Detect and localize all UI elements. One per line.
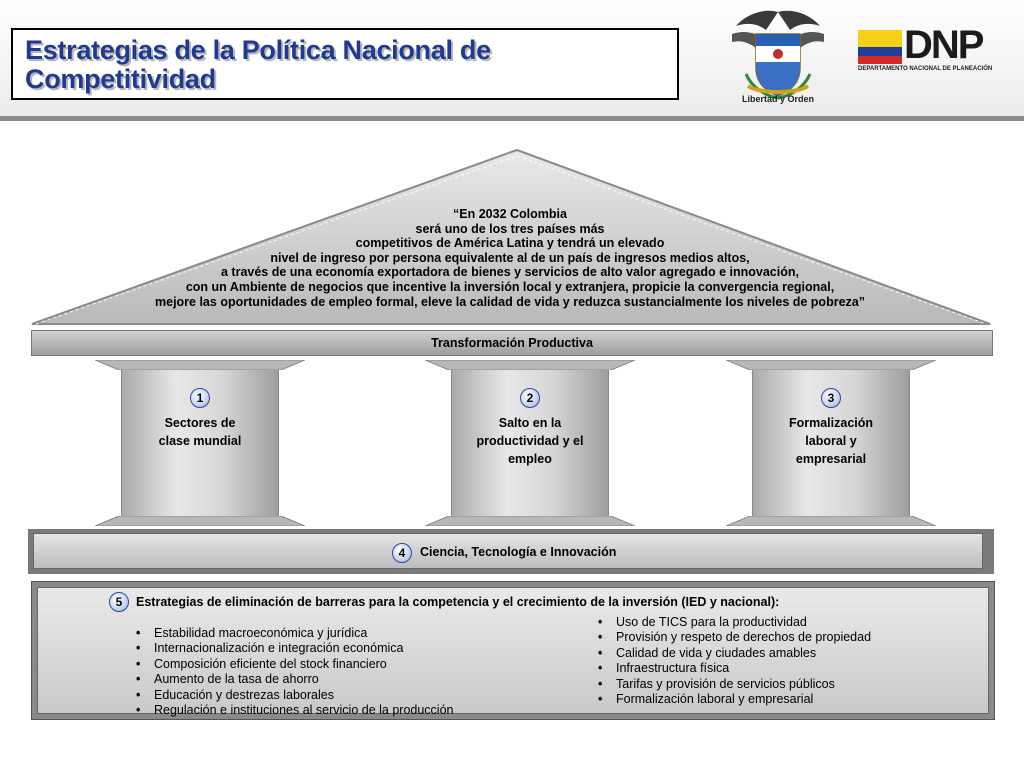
list-item xyxy=(598,692,871,707)
list-item xyxy=(598,615,871,630)
list-item-text: Regulación e instituciones al servicio de la producción xyxy=(154,703,454,718)
pillar-label-line: productividad y el xyxy=(476,434,584,448)
list-item-text: Educación y destrezas laborales xyxy=(154,687,334,702)
pillar-label-line: Formalización xyxy=(788,416,874,430)
bullet-icon: • xyxy=(598,630,603,645)
list-item xyxy=(136,672,453,687)
pillar-capital xyxy=(425,360,635,370)
bullet-icon: • xyxy=(598,692,603,707)
pillar-base xyxy=(726,516,936,526)
estrategias-right-list xyxy=(598,615,871,707)
vision-line: competitivos de América Latina y tendrá un elevado xyxy=(355,236,665,251)
colombia-flag-icon xyxy=(858,30,902,64)
list-item xyxy=(136,657,453,672)
bullet-icon: • xyxy=(598,615,603,629)
list-item xyxy=(598,646,871,661)
pillar-capital xyxy=(726,360,936,370)
list-item xyxy=(136,641,453,656)
ciencia-tecnologia-band xyxy=(28,529,994,574)
pillar-number-badge: 3 xyxy=(821,388,841,408)
pillar-base xyxy=(95,516,305,526)
estrategias-number-badge: 5 xyxy=(109,592,129,612)
bullet-icon: • xyxy=(136,641,141,656)
page-title xyxy=(25,36,677,94)
dnp-logo xyxy=(858,23,1008,78)
bullet-icon: • xyxy=(136,672,141,687)
pillar-label-line: Salto en la xyxy=(498,416,562,430)
pillar-2 xyxy=(425,360,635,526)
dnp-logo-subtitle: DEPARTAMENTO NACIONAL DE PLANEACIÓN xyxy=(858,66,993,72)
list-item-text: Uso de TICS para la productividad xyxy=(616,615,807,629)
bullet-icon: • xyxy=(598,676,603,691)
pillar-label-line: clase mundial xyxy=(158,434,242,448)
pillar-1 xyxy=(95,360,305,526)
bullet-icon: • xyxy=(598,661,603,676)
estrategias-left-list xyxy=(136,626,453,718)
vision-line: a través de una economía exportadora de bienes y servicios de alto valor agregado e innovación, xyxy=(221,265,799,280)
pillar-label xyxy=(455,414,605,468)
vision-line: será uno de los tres países más xyxy=(415,221,605,236)
estrategias-panel-inner xyxy=(37,587,989,718)
title-line-1: Estrategias de la Política Nacional de xyxy=(25,35,491,65)
bullet-icon: • xyxy=(136,687,141,702)
pillar-label-line: Sectores de xyxy=(164,416,236,430)
pillar-base xyxy=(425,516,635,526)
list-item-text: Composición eficiente del stock financiero xyxy=(154,656,387,671)
vision-line: mejore las oportunidades de empleo formal, eleve la calidad de vida y reduzca sustancialmente los niveles de pobreza” xyxy=(155,294,865,309)
estrategias-panel xyxy=(31,581,995,720)
list-item-text: Formalización laboral y empresarial xyxy=(616,692,814,707)
list-item-text: Infraestructura física xyxy=(616,661,730,676)
list-item xyxy=(136,626,453,641)
pillar-label-line: empresarial xyxy=(795,452,867,466)
vision-line: con un Ambiente de negocios que incentive la inversión local y extranjera, propicie la convergencia regional, xyxy=(185,279,835,294)
list-item xyxy=(598,661,871,676)
seal-caption: Libertad y Orden xyxy=(741,94,814,104)
vision-statement xyxy=(100,207,920,309)
list-item xyxy=(136,688,453,703)
list-item xyxy=(136,703,453,718)
dnp-logo-word: DNP xyxy=(904,23,983,67)
transformacion-productiva-band: Transformación Productiva xyxy=(31,330,993,356)
pillar-label xyxy=(125,414,275,450)
pillar-3 xyxy=(726,360,936,526)
list-item-text: Provisión y respeto de derechos de propiedad xyxy=(616,630,872,645)
pillar-label xyxy=(756,414,906,468)
bullet-icon: • xyxy=(598,645,603,660)
ciencia-label: Ciencia, Tecnología e Innovación xyxy=(420,545,617,559)
vision-line: “En 2032 Colombia xyxy=(453,207,567,221)
bullet-icon: • xyxy=(136,626,141,640)
bullet-icon: • xyxy=(136,703,141,718)
pillar-number-badge: 1 xyxy=(190,388,210,408)
title-box xyxy=(11,28,679,100)
pillar-number-badge: 2 xyxy=(520,388,540,408)
estrategias-title: Estrategias de eliminación de barreras para la competencia y el crecimiento de la inversión (IED y nacional): xyxy=(136,595,780,609)
list-item-text: Internacionalización e integración económica xyxy=(154,641,404,656)
bullet-icon: • xyxy=(136,656,141,671)
list-item xyxy=(598,630,871,645)
ciencia-number-badge: 4 xyxy=(392,543,412,563)
list-item-text: Aumento de la tasa de ahorro xyxy=(154,672,319,687)
ciencia-band-inner xyxy=(33,533,983,569)
pillar-label-line: empleo xyxy=(508,452,552,466)
colombia-coat-of-arms-icon xyxy=(726,4,830,108)
list-item-text: Calidad de vida y ciudades amables xyxy=(616,645,817,660)
vision-line: nivel de ingreso por persona equivalente al de un país de ingresos medios altos, xyxy=(270,250,750,265)
list-item-text: Tarifas y provisión de servicios públicos xyxy=(616,676,835,691)
pillar-capital xyxy=(95,360,305,370)
header-divider xyxy=(0,116,1024,121)
list-item-text: Estabilidad macroeconómica y jurídica xyxy=(154,626,368,640)
pillar-label-line: laboral y xyxy=(805,434,857,448)
title-line-2: Competitividad xyxy=(25,64,216,94)
list-item xyxy=(598,677,871,692)
